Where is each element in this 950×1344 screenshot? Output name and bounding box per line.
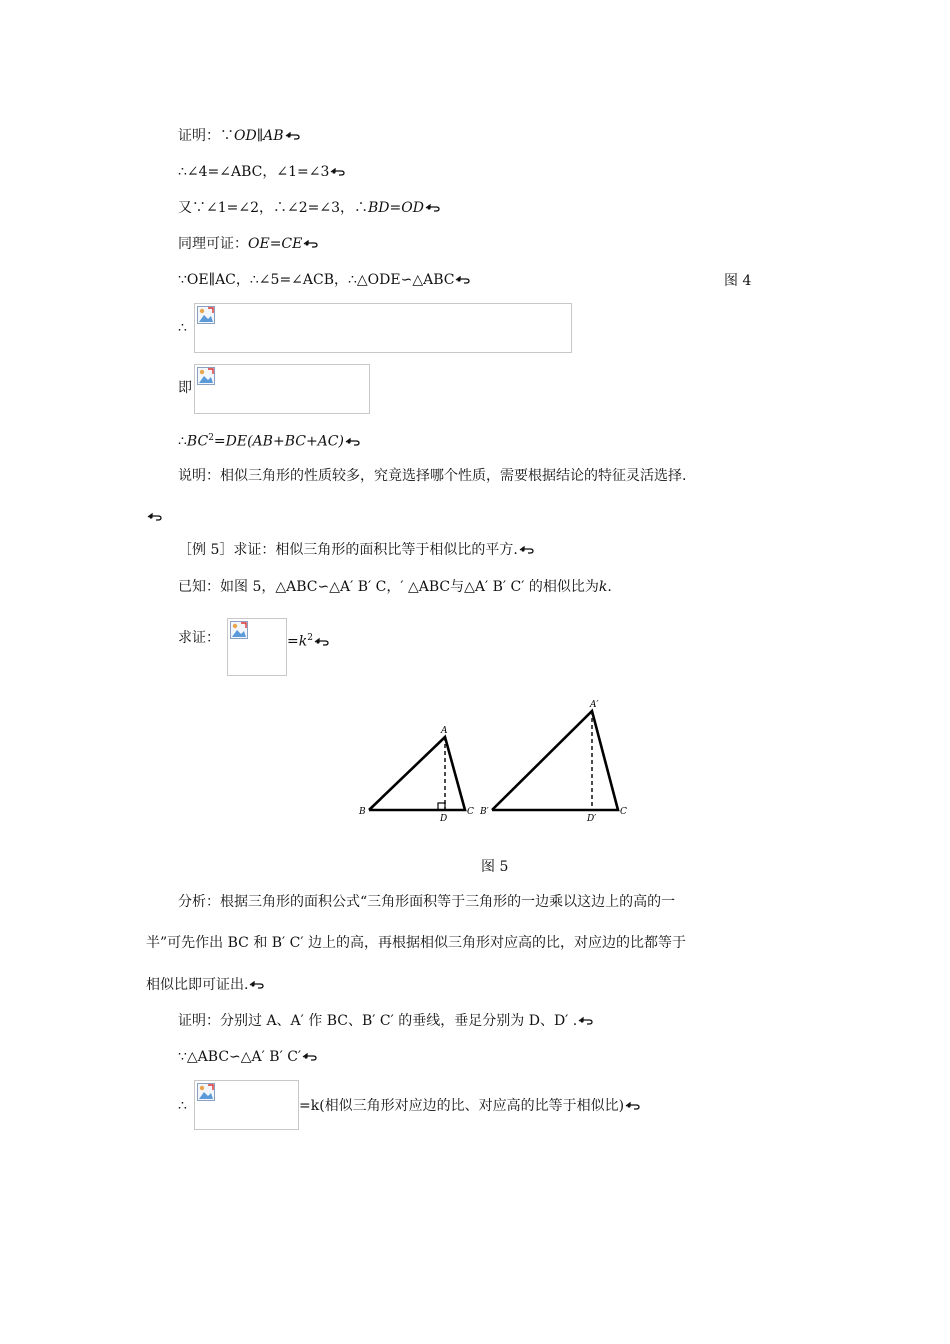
label-A-prime: A′ — [590, 700, 599, 710]
label-B-prime: B′ — [480, 807, 489, 817]
proof-line-1-expr: OD∥AB — [234, 128, 284, 144]
proof-5-line-3-text: =k(相似三角形对应边的比、对应高的比等于相似比) — [299, 1098, 625, 1114]
label-B: B — [359, 807, 366, 817]
proof-line-4 — [178, 234, 319, 254]
proof-line-1 — [178, 126, 301, 146]
prove-label: 求证： — [178, 630, 220, 646]
proof-line-6-prefix: ∴ — [178, 320, 187, 336]
formula-image-placeholder — [227, 618, 287, 676]
prove-rest: =k — [287, 633, 308, 650]
broken-image-icon — [197, 306, 215, 324]
paragraph-mark-icon — [314, 637, 330, 647]
paragraph-mark-icon — [578, 1016, 594, 1026]
label-C-prime: C — [620, 807, 627, 817]
proof-line-2-text: ∴∠4=∠ABC，∠1=∠3 — [178, 164, 330, 180]
prove-result — [287, 628, 330, 648]
note-paragraph: 说明：相似三角形的性质较多，究竟选择哪个性质，需要根据结论的特征灵活选择. — [178, 468, 687, 484]
proof-5-line-2-text: ∵△ABC∽△A′ B′ C′ — [178, 1049, 302, 1065]
paragraph-mark-icon — [455, 275, 471, 285]
paragraph-mark-icon — [345, 437, 361, 447]
proof-line-8-rest: =DE(AB+BC+AC) — [213, 433, 344, 450]
label-A: A — [441, 726, 448, 736]
proof-line-8-prefix: ∴ — [178, 433, 187, 450]
figure-5-label: 图 5 — [481, 859, 509, 875]
proof-line-8 — [178, 428, 361, 448]
proof-line-3-expr: BD=OD — [368, 200, 424, 216]
proof-5-line-3 — [299, 1096, 641, 1116]
analysis-line-1: 分析：根据三角形的面积公式“三角形面积等于三角形的一边乘以这边上的高的一 — [178, 894, 676, 910]
formula-image-placeholder — [194, 364, 370, 414]
figure-5-diagram — [350, 695, 640, 825]
proof-line-4-expr: OE=CE — [248, 236, 303, 252]
given-end: . — [607, 579, 612, 595]
proof-line-7-prefix: 即 — [178, 380, 192, 396]
analysis-line-2: 半”可先作出 BC 和 B′ C′ 边上的高，再根据相似三角形对应高的比，对应边的比都等于 — [146, 935, 687, 951]
proof-line-3 — [178, 198, 441, 218]
paragraph-mark-icon — [519, 545, 535, 555]
given-line — [178, 577, 612, 597]
proof-5-line-3-prefix: ∴ — [178, 1098, 187, 1114]
proof-5-line-2 — [178, 1047, 318, 1067]
proof-line-8-sup: 2 — [208, 433, 214, 443]
label-D-prime: D′ — [587, 814, 597, 824]
proof-5-line-1 — [178, 1011, 594, 1031]
prove-sup: 2 — [307, 633, 313, 643]
paragraph-mark-icon — [425, 203, 441, 213]
analysis-line-3 — [146, 975, 265, 995]
triangle-a1b1c1 — [492, 711, 618, 810]
paragraph-mark-icon — [285, 131, 301, 141]
proof-line-5-text: ∵OE∥AC，∴∠5=∠ACB，∴△ODE∽△ABC — [178, 272, 455, 288]
analysis-line-3-text: 相似比即可证出. — [146, 977, 249, 993]
paragraph-mark-icon — [303, 239, 319, 249]
example-5-heading — [178, 540, 535, 560]
proof-line-2 — [178, 162, 346, 182]
proof-line-1-prefix: 证明：∵ — [178, 128, 234, 144]
paragraph-mark-icon — [147, 512, 163, 522]
label-D: D — [440, 814, 448, 824]
broken-image-icon — [197, 367, 215, 385]
formula-image-placeholder — [194, 1080, 299, 1130]
proof-line-3-prefix: 又∵∠1=∠2，∴∠2=∠3，∴ — [178, 200, 369, 216]
figure-4-label: 图 4 — [724, 273, 752, 289]
paragraph-mark-icon — [249, 980, 265, 990]
formula-image-placeholder — [194, 303, 572, 353]
paragraph-mark-icon — [330, 167, 346, 177]
triangle-abc — [369, 737, 465, 810]
broken-image-icon — [230, 621, 248, 639]
given-k: k — [598, 579, 608, 595]
paragraph-mark-icon — [302, 1052, 318, 1062]
proof-line-5 — [178, 270, 471, 290]
broken-image-icon — [197, 1083, 215, 1101]
label-C: C — [467, 807, 474, 817]
paragraph-mark-icon — [625, 1101, 641, 1111]
proof-5-line-1-text: 证明：分别过 A、A′ 作 BC、B′ C′ 的垂线，垂足分别为 D、D′ . — [178, 1013, 578, 1029]
proof-line-8-expr: BC — [186, 433, 209, 450]
given-prefix: 已知：如图 5，△ABC∽△A′ B′ C，′ △ABC与△A′ B′ C′ 的相似比为 — [178, 579, 599, 595]
example-5-text: ［例 5］求证：相似三角形的面积比等于相似比的平方. — [178, 542, 518, 558]
proof-line-4-prefix: 同理可证： — [178, 236, 248, 252]
